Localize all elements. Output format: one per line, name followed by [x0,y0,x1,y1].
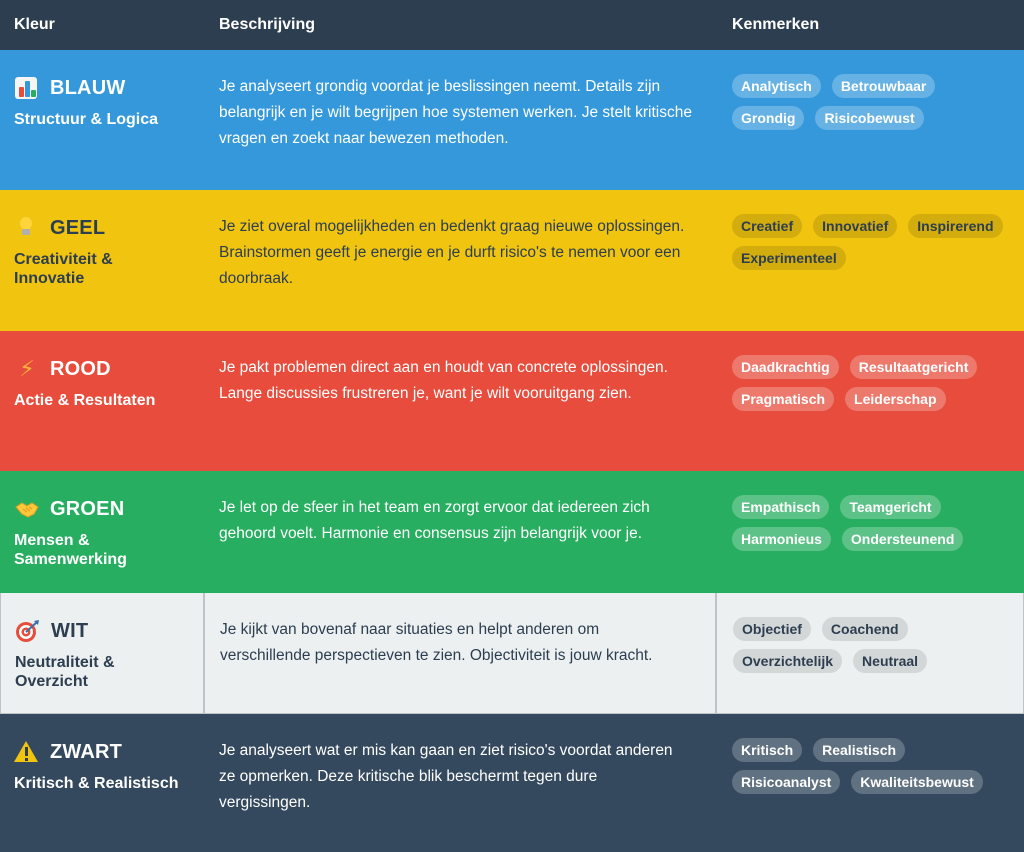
tags-cell [716,50,1024,190]
tag: Innovatief [813,214,897,238]
description-cell: Je analyseert wat er mis kan gaan en ziet risico's voordat anderen ze opmerken. Deze kritische blik beschermt tegen dure vergissingen. [219,742,673,811]
row-groen [0,471,1024,593]
tag: Harmonieus [732,527,831,551]
row-rood [0,331,1024,471]
tag: Grondig [732,106,804,130]
color-cell [0,471,204,593]
color-name: BLAUW [50,76,126,99]
tag: Risicoanalyst [732,770,840,794]
row-wit [0,593,1024,714]
row-zwart [0,714,1024,852]
tag: Realistisch [813,738,905,762]
target-icon [15,619,41,643]
table-header [0,0,1024,50]
tag: Betrouwbaar [832,74,936,98]
tag: Inspirerend [908,214,1002,238]
tag: Pragmatisch [732,387,834,411]
tags-cell [716,714,1024,852]
color-subtitle: Mensen & Samenwerking [14,532,127,568]
tag: Coachend [822,617,908,641]
description-cell: Je analyseert grondig voordat je beslissingen neemt. Details zijn belangrijk en je wilt begrijpen hoe systemen werken. Je stelt kritische vragen en zoekt naar bewezen methoden. [219,78,692,147]
tags-cell [716,190,1024,331]
color-subtitle: Structuur & Logica [14,111,159,128]
color-subtitle: Neutraliteit & Overzicht [15,654,115,690]
tag: Teamgericht [840,495,940,519]
lightbulb-icon [14,216,40,240]
warning-icon [14,740,40,764]
color-subtitle: Creativiteit & Innovatie [14,251,113,287]
description-cell: Je kijkt van bovenaf naar situaties en helpt anderen om verschillende perspectieven te zien. Objectiviteit is jouw kracht. [205,593,717,713]
tag: Kwaliteitsbewust [851,770,983,794]
description-cell: Je pakt problemen direct aan en houdt van concrete oplossingen. Lange discussies frustreren je, want je wilt vooruitgang zien. [219,359,668,402]
tags-cell [717,593,1023,713]
color-name: ZWART [50,740,123,763]
tag: Experimenteel [732,246,846,270]
color-subtitle: Kritisch & Realistisch [14,775,179,792]
color-name: GEEL [50,216,106,239]
color-cell [0,190,204,331]
color-cell [0,50,204,190]
tag: Kritisch [732,738,802,762]
tag: Objectief [733,617,811,641]
tag: Analytisch [732,74,821,98]
color-name: ROOD [50,357,111,380]
row-geel [0,190,1024,331]
color-name: WIT [51,619,89,642]
tag: Daadkrachtig [732,355,839,379]
color-cell [0,714,204,852]
tag: Ondersteunend [842,527,963,551]
description-cell: Je ziet overal mogelijkheden en bedenkt graag nieuwe oplossingen. Brainstormen geeft je energie en je durft risico's te nemen voor een doorbraak. [219,218,685,287]
description-cell: Je let op de sfeer in het team en zorgt ervoor dat iedereen zich gehoord voelt. Harmonie en consensus zijn belangrijk voor je. [219,499,650,542]
header-kleur: Kleur [14,16,55,33]
tag: Empathisch [732,495,829,519]
tag: Creatief [732,214,802,238]
lightning-icon: ⚡︎ [19,356,35,381]
tag: Leiderschap [845,387,945,411]
handshake-icon [14,497,40,521]
tag: Resultaatgericht [850,355,978,379]
header-kenmerken: Kenmerken [732,16,820,33]
tag: Neutraal [853,649,927,673]
tag: Risicobewust [815,106,923,130]
header-beschrijving: Beschrijving [219,16,316,33]
tags-cell [716,331,1024,471]
color-cell [1,593,205,713]
tags-cell [716,471,1024,593]
color-cell [0,331,204,471]
tag: Overzichtelijk [733,649,842,673]
color-name: GROEN [50,497,125,520]
row-blauw [0,50,1024,190]
bar-chart-icon [14,76,40,100]
color-subtitle: Actie & Resultaten [14,392,156,409]
